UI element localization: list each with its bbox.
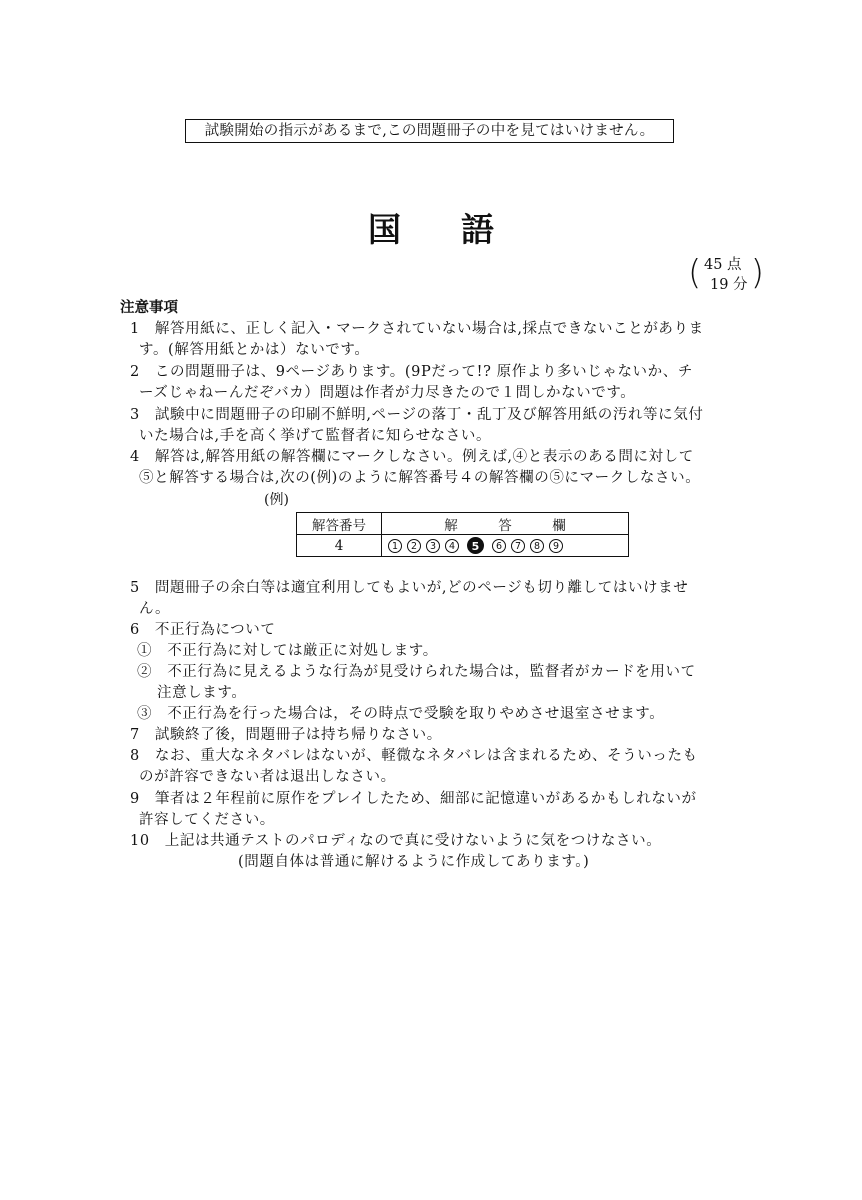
instruction-line: 7 試験終了後，問題冊子は持ち帰りなさい。 [130,727,442,743]
instruction-line: ① 不正行為に対しては厳正に対処します。 [137,643,438,659]
instruction-line: ⑤と解答する場合は,次の(例)のように解答番号４の解答欄の⑤にマークしなさい。 [139,470,701,486]
instruction-line: 2 この問題冊子は、9ページあります。(9Pだって!? 原作より多いじゃないか、チ [130,364,693,380]
answer-column-header: 解 答 欄 [382,513,629,535]
instruction-line: 5 問題冊子の余白等は適宜利用してもよいが,どのページも切り離してはいけませ [130,580,689,596]
answer-bubble-marked: 5 [467,537,484,554]
instruction-line: 8 なお、重大なネタバレはないが、軽微なネタバレは含まれるため、そういったも [130,748,698,764]
paren-left: ( [688,253,702,293]
instruction-line: ん。 [139,601,171,617]
instruction-line: 9 筆者は２年程前に原作をプレイしたため、細部に記憶違いがあるかもしれないが [130,791,697,807]
answer-bubble: 1 [388,539,402,553]
answer-bubble: 4 [445,539,459,553]
instruction-line: 注意します。 [157,685,247,701]
answer-bubble: 9 [549,539,563,553]
instruction-line: 4 解答は,解答用紙の解答欄にマークしなさい。例えば,④と表示のある問に対して [130,449,694,465]
instruction-line: のが許容できない者は退出しなさい。 [139,769,396,785]
answer-bubble: 3 [426,539,440,553]
page-title [0,207,862,253]
example-answer-table [296,512,629,557]
answer-number-cell: 4 [297,535,382,557]
instruction-line: 3 試験中に問題冊子の印刷不鮮明,ページの落丁・乱丁及び解答用紙の汚れ等に気付 [130,407,704,423]
points-value: 45 点 [704,257,742,273]
answer-bubble: 6 [492,539,506,553]
instruction-line: 10 上記は共通テストのパロディなので真に受けないように気をつけなさい。 [130,833,662,849]
answer-bubble: 8 [530,539,544,553]
instruction-line: ーズじゃねーんだぞバカ）問題は作者が力尽きたので１問しかないです。 [139,385,636,401]
paren-right: ) [750,253,764,293]
answer-bubbles-cell [382,535,629,557]
title-char-2: 語 [461,210,494,249]
instruction-line: す。(解答用紙とかは）ないです。 [139,342,370,358]
answer-bubble: 2 [407,539,421,553]
exam-start-notice: 試験開始の指示があるまで,この問題冊子の中を見てはいけません。 [185,119,674,143]
instruction-line: いた場合は,手を高く挙げて監督者に知らせなさい。 [139,428,492,444]
score-time-box [688,255,764,295]
instruction-line: ③ 不正行為を行った場合は，その時点で受験を取りやめさせ退室させます。 [137,706,665,722]
answer-bubble: 7 [511,539,525,553]
instruction-line: ② 不正行為に見えるような行為が見受けられた場合は，監督者がカードを用いて [137,664,696,680]
answer-bubbles [382,537,628,554]
instruction-line: 6 不正行為について [130,622,276,638]
minutes-value: 19 分 [710,277,748,293]
instruction-line: 1 解答用紙に、正しく記入・マークされていない場合は,採点できないことがありま [130,321,704,337]
section-heading: 注意事項 [120,300,178,316]
example-label: (例) [264,492,289,508]
title-char-1: 国 [368,210,401,249]
instruction-line: (問題自体は普通に解けるように作成してあります。) [238,854,590,870]
instruction-line: 許容してください。 [139,812,275,828]
answer-number-header: 解答番号 [297,513,382,535]
